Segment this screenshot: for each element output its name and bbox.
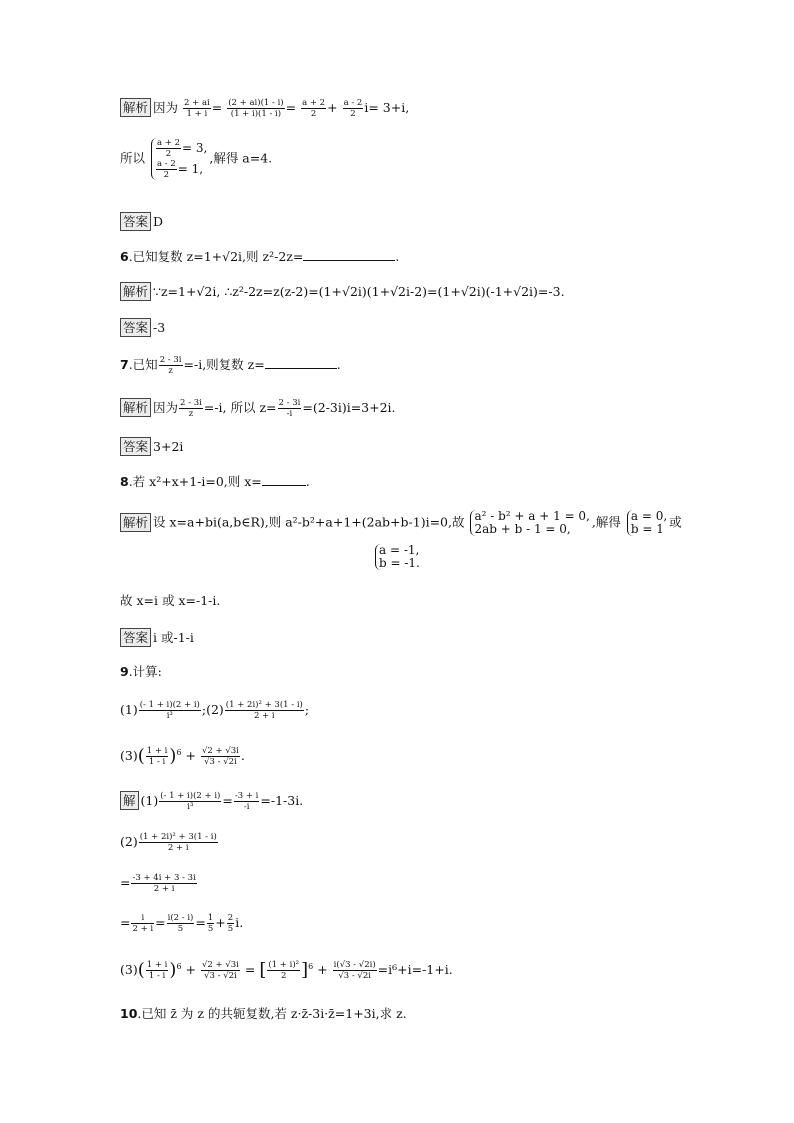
question-number: 8 <box>120 474 129 489</box>
numerator: a - 2 <box>343 98 363 108</box>
numerator: (2 + ai)(1 - i) <box>228 98 284 108</box>
system-row <box>155 138 207 159</box>
bracket: [ <box>259 959 267 981</box>
text: = <box>244 962 256 978</box>
analysis-label: 解析 <box>120 398 151 417</box>
text: = <box>120 875 131 890</box>
denominator: (1 + i)(1 - i) <box>230 109 282 119</box>
answer-text: i 或-1-i <box>153 630 194 645</box>
numerator: (1 + 2i)² + 3(1 - i) <box>139 832 217 842</box>
denominator: √3 - √2i <box>204 971 237 982</box>
system-row: 2ab + b - 1 = 0, <box>474 522 571 536</box>
answer-blank <box>265 356 337 369</box>
q6-question <box>120 248 399 265</box>
text: = <box>222 793 233 808</box>
numerator: 2 - 3i <box>278 398 301 408</box>
paren: ( <box>137 745 145 767</box>
answer-blank <box>262 473 306 486</box>
answer-label: 答案 <box>120 437 151 456</box>
denominator: 2 + i <box>254 711 275 721</box>
answer-text: 3+2i <box>153 439 184 454</box>
exponent: 6 <box>176 962 182 971</box>
fraction <box>131 873 196 894</box>
fraction <box>227 913 234 934</box>
fraction <box>343 98 364 119</box>
text: ;(2) <box>201 702 224 717</box>
bracket: ] <box>301 959 309 981</box>
numerator: 2 <box>227 913 234 923</box>
analysis-text: ∵z=1+√2i, ∴z²-2z=z(z-2)=(1+√2i)(1+√2i-2)=(1+√2i)(-1+√2i)=-3. <box>153 284 565 299</box>
numerator: 2 - 3i <box>180 398 202 408</box>
text: i= 3+i, <box>364 100 410 115</box>
q10-question <box>120 1006 407 1022</box>
equation-system <box>627 510 667 536</box>
system-row: a = -1, <box>379 543 420 557</box>
denominator: z <box>188 409 194 419</box>
paren: ( <box>137 959 145 981</box>
answer-text: -3 <box>153 320 166 335</box>
answer-label: 答案 <box>120 212 151 231</box>
question-text: .已知复数 z=1+√2i,则 z²-2z= <box>128 249 304 264</box>
fraction <box>156 138 181 159</box>
fraction <box>146 960 169 981</box>
fraction <box>201 960 240 981</box>
numerator: √2 + √3i <box>201 960 239 971</box>
numerator: (1 + i)² <box>268 960 300 971</box>
denominator: 5 <box>177 924 184 934</box>
q9-solution-2a <box>120 832 219 853</box>
fraction <box>131 913 154 934</box>
denominator: 2 <box>163 170 170 180</box>
text: i. <box>235 915 244 930</box>
question-number: 6 <box>120 249 129 264</box>
numerator: a + 2 <box>157 138 181 148</box>
q9-solution-2c <box>120 913 243 934</box>
text: .已知 <box>128 357 158 372</box>
equation-system <box>375 544 420 570</box>
denominator: 1 - i <box>148 757 166 768</box>
q9-part-3 <box>120 745 245 767</box>
text: 所以 <box>120 150 146 166</box>
text: + <box>215 915 226 930</box>
numerator: (1 + 2i)² + 3(1 - i) <box>225 700 303 710</box>
denominator: 2 <box>310 109 317 119</box>
system-row: b = -1. <box>379 556 420 570</box>
denominator: 2 + i <box>132 924 154 934</box>
text: =-i,则复数 z= <box>183 357 265 372</box>
system-row: b = 1 <box>630 522 664 536</box>
text: 或 <box>669 514 682 530</box>
numerator: (- 1 + i)(2 + i) <box>139 700 200 710</box>
fraction <box>227 98 284 119</box>
exponent: 6 <box>308 962 314 971</box>
fraction <box>207 913 214 934</box>
numerator: a - 2 <box>157 159 176 169</box>
answer-text: D <box>153 214 164 229</box>
text: = <box>155 915 166 930</box>
solution-label: 解 <box>120 791 139 810</box>
text: (1) <box>120 702 138 717</box>
text: = 1, <box>177 162 204 176</box>
answer-label: 答案 <box>120 318 151 337</box>
question-number: 9 <box>120 664 129 679</box>
q5-analysis-line1 <box>120 98 409 119</box>
numerator: 1 + i <box>146 746 168 757</box>
denominator: 5 <box>227 924 234 934</box>
q8-answer <box>120 628 194 647</box>
q9-solution-3 <box>120 959 453 981</box>
system-row <box>155 159 207 180</box>
q6-analysis <box>120 282 565 301</box>
system-row: a = 0, <box>630 509 668 523</box>
fraction <box>167 913 195 934</box>
numerator: -3 + 4i + 3 - 3i <box>132 873 196 883</box>
text: 故 x=i 或 x=-1-i. <box>120 593 221 608</box>
text: = <box>195 915 206 930</box>
text: .计算: <box>128 664 162 679</box>
question-text: .若 x²+x+1-i=0,则 x= <box>128 474 262 489</box>
numerator: a + 2 <box>302 98 326 108</box>
denominator: i³ <box>166 711 173 721</box>
system-row: a² - b² + a + 1 = 0, <box>474 509 590 523</box>
fraction <box>159 355 183 376</box>
q7-question <box>120 355 341 376</box>
numerator: 2 - 3i <box>159 355 182 365</box>
q7-analysis <box>120 398 396 419</box>
text: = <box>285 100 297 115</box>
denominator: i³ <box>187 802 194 812</box>
equation-system <box>470 510 589 536</box>
text: . <box>240 748 245 764</box>
fraction <box>183 98 211 119</box>
q5-analysis-line2 <box>120 138 272 180</box>
text: = <box>211 100 223 115</box>
analysis-label: 解析 <box>120 98 151 117</box>
text: (3) <box>120 962 138 978</box>
q8-conclusion <box>120 593 220 609</box>
exponent: 6 <box>176 748 182 757</box>
fraction <box>139 832 218 853</box>
q5-answer <box>120 212 163 231</box>
q9-title <box>120 664 162 680</box>
paren: ) <box>169 959 177 981</box>
q8-analysis-line1 <box>120 510 682 536</box>
q7-answer <box>120 437 183 456</box>
fraction <box>146 746 169 767</box>
denominator: 5 <box>207 924 214 934</box>
text: 因为 <box>153 100 179 115</box>
numerator: 1 + i <box>146 960 168 971</box>
text: . <box>336 357 341 372</box>
text: (1) <box>140 793 159 808</box>
text: (2) <box>120 834 138 849</box>
answer-blank <box>303 248 395 261</box>
text: + <box>185 748 196 764</box>
q9-parts-1-2 <box>120 700 309 721</box>
fraction <box>179 398 203 419</box>
text: (3) <box>120 748 138 764</box>
q9-solution-2b <box>120 873 198 894</box>
paren: ) <box>169 745 177 767</box>
denominator: -i <box>243 802 250 812</box>
fraction <box>156 159 177 180</box>
denominator: 2 <box>165 149 172 159</box>
denominator: √3 - √2i <box>204 757 237 768</box>
analysis-label: 解析 <box>120 282 151 301</box>
text: =i⁶+i=-1+i. <box>377 962 453 978</box>
fraction <box>301 98 326 119</box>
denominator: 2 <box>281 971 287 982</box>
text: + <box>317 962 328 978</box>
text: =-1-3i. <box>260 793 304 808</box>
fraction <box>278 398 302 419</box>
numerator: 2 + ai <box>184 98 210 108</box>
text: 因为 <box>153 400 179 415</box>
denominator: -i <box>286 409 293 419</box>
question-number: 7 <box>120 357 129 372</box>
denominator: 1 - i <box>148 971 166 982</box>
numerator: (- 1 + i)(2 + i) <box>160 791 221 801</box>
text: 设 x=a+bi(a,b∈R),则 a²-b²+a+1+(2ab+b-1)i=0,故 <box>153 514 465 530</box>
fraction <box>159 791 221 812</box>
question-text: .已知 z̄ 为 z 的共轭复数,若 z·z̄-3i·z̄=1+3i,求 z. <box>137 1006 407 1021</box>
text: . <box>395 249 400 264</box>
text: = <box>120 915 131 930</box>
fraction <box>201 746 240 767</box>
denominator: 1 + i <box>186 109 208 119</box>
numerator: √2 + √3i <box>201 746 239 757</box>
numerator: i <box>131 913 154 924</box>
q8-analysis-line2 <box>373 544 422 570</box>
denominator: z <box>168 366 173 376</box>
denominator: 2 + i <box>153 884 175 894</box>
fraction <box>139 700 201 721</box>
text: + <box>185 962 196 978</box>
text: ,解得 a=4. <box>209 150 273 166</box>
q9-solution-1 <box>120 791 303 812</box>
equation-system <box>151 138 207 180</box>
denominator: 2 <box>350 109 356 119</box>
text: = 3, <box>182 141 208 155</box>
numerator: i(2 - i) <box>167 913 194 923</box>
fraction <box>267 960 300 981</box>
text: =(2-3i)i=3+2i. <box>302 400 396 415</box>
denominator: √3 - √2i <box>338 971 371 982</box>
denominator: 2 + i <box>167 843 189 853</box>
numerator: i(√3 - √2i) <box>333 960 376 971</box>
q6-answer <box>120 318 165 337</box>
fraction <box>225 700 304 721</box>
text: + <box>327 100 338 115</box>
text: =-i, 所以 z= <box>203 400 277 415</box>
analysis-label: 解析 <box>120 513 151 532</box>
text: ,解得 <box>591 514 621 530</box>
fraction <box>234 791 260 812</box>
question-number: 10 <box>120 1006 138 1021</box>
text: ; <box>304 702 310 717</box>
numerator: -3 + i <box>234 791 259 801</box>
fraction <box>333 960 377 981</box>
q8-question <box>120 473 310 490</box>
numerator: 1 <box>207 913 214 923</box>
text: . <box>305 474 310 489</box>
answer-label: 答案 <box>120 628 151 647</box>
